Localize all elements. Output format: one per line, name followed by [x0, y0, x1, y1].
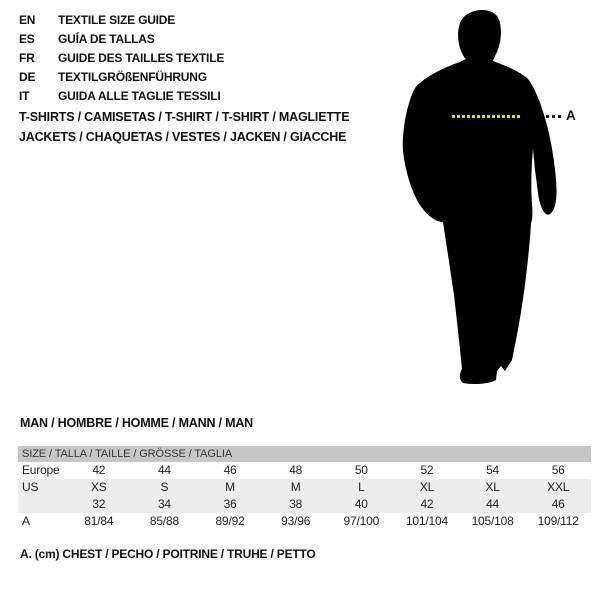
language-title: GUÍA DE TALLAS — [58, 32, 155, 46]
chest-measure-leader-line — [546, 115, 563, 118]
row-label: US — [22, 480, 39, 494]
language-title: GUIDE DES TAILLES TEXTILE — [58, 51, 225, 65]
cell: 36 — [223, 497, 237, 511]
cell: 50 — [354, 463, 368, 477]
cell: 105/108 — [471, 514, 514, 528]
table-row-us — [18, 479, 591, 496]
language-code: IT — [19, 89, 30, 103]
cell: 42 — [92, 463, 106, 477]
language-row — [19, 30, 224, 49]
cell: 97/100 — [343, 514, 380, 528]
language-title-list — [19, 11, 224, 106]
section-title-man: MAN / HOMBRE / HOMME / MANN / MAN — [20, 416, 253, 430]
cell: 52 — [420, 463, 434, 477]
cell: XS — [91, 480, 107, 494]
table-row-us-numeric — [18, 496, 591, 513]
cell: 89/92 — [215, 514, 245, 528]
language-title: TEXTILE SIZE GUIDE — [58, 13, 176, 27]
category-line-tshirts: T-SHIRTS / CAMISETAS / T-SHIRT / T-SHIRT / MAGLIETTE — [19, 110, 350, 124]
cell: 32 — [92, 497, 106, 511]
size-table-header: SIZE / TALLA / TAILLE / GRÖSSE / TAGLIA — [18, 446, 591, 462]
man-silhouette-svg — [400, 0, 600, 400]
language-code: ES — [19, 32, 35, 46]
row-label: Europe — [22, 463, 60, 477]
cell: 42 — [420, 497, 434, 511]
cell: 48 — [289, 463, 303, 477]
cell: 81/84 — [84, 514, 114, 528]
cell: 85/88 — [149, 514, 179, 528]
chest-measure-dashed-line — [452, 115, 522, 118]
category-line-jackets: JACKETS / CHAQUETAS / VESTES / JACKEN / GIACCHE — [19, 130, 347, 144]
cell: 93/96 — [281, 514, 311, 528]
language-title: TEXTILGRÖßENFÜHRUNG — [58, 70, 207, 84]
cell: 109/112 — [537, 514, 579, 528]
cell: 44 — [157, 463, 171, 477]
measure-label-a: A — [566, 108, 576, 123]
cell: 46 — [551, 497, 565, 511]
cell: 46 — [223, 463, 237, 477]
row-label: A — [22, 514, 30, 528]
table-row-chest-a — [18, 513, 591, 530]
language-code: DE — [19, 70, 36, 84]
cell: M — [290, 480, 301, 494]
cell: XXL — [547, 480, 570, 494]
man-silhouette — [400, 0, 600, 400]
cell: 34 — [157, 497, 171, 511]
language-title: GUIDA ALLE TAGLIE TESSILI — [58, 89, 221, 103]
measurement-footnote: A. (cm) CHEST / PECHO / POITRINE / TRUHE / PETTO — [20, 547, 316, 561]
language-code: EN — [19, 13, 36, 27]
garment-category-list — [19, 107, 349, 147]
cell: 101/104 — [405, 514, 448, 528]
cell: 56 — [551, 463, 565, 477]
cell: XL — [419, 480, 435, 494]
cell: 38 — [289, 497, 303, 511]
language-row — [19, 11, 224, 30]
cell: 54 — [486, 463, 500, 477]
language-code: FR — [19, 51, 35, 65]
language-row — [19, 87, 224, 106]
cell: 44 — [486, 497, 500, 511]
cell: M — [225, 480, 235, 494]
language-row — [19, 68, 224, 87]
language-row — [19, 49, 224, 68]
cell: 40 — [354, 497, 368, 511]
cell: S — [160, 480, 169, 494]
row-label — [18, 496, 66, 513]
cell: XL — [485, 480, 500, 494]
cell: L — [358, 480, 365, 494]
table-row-europe — [18, 462, 591, 479]
size-table — [18, 446, 591, 530]
